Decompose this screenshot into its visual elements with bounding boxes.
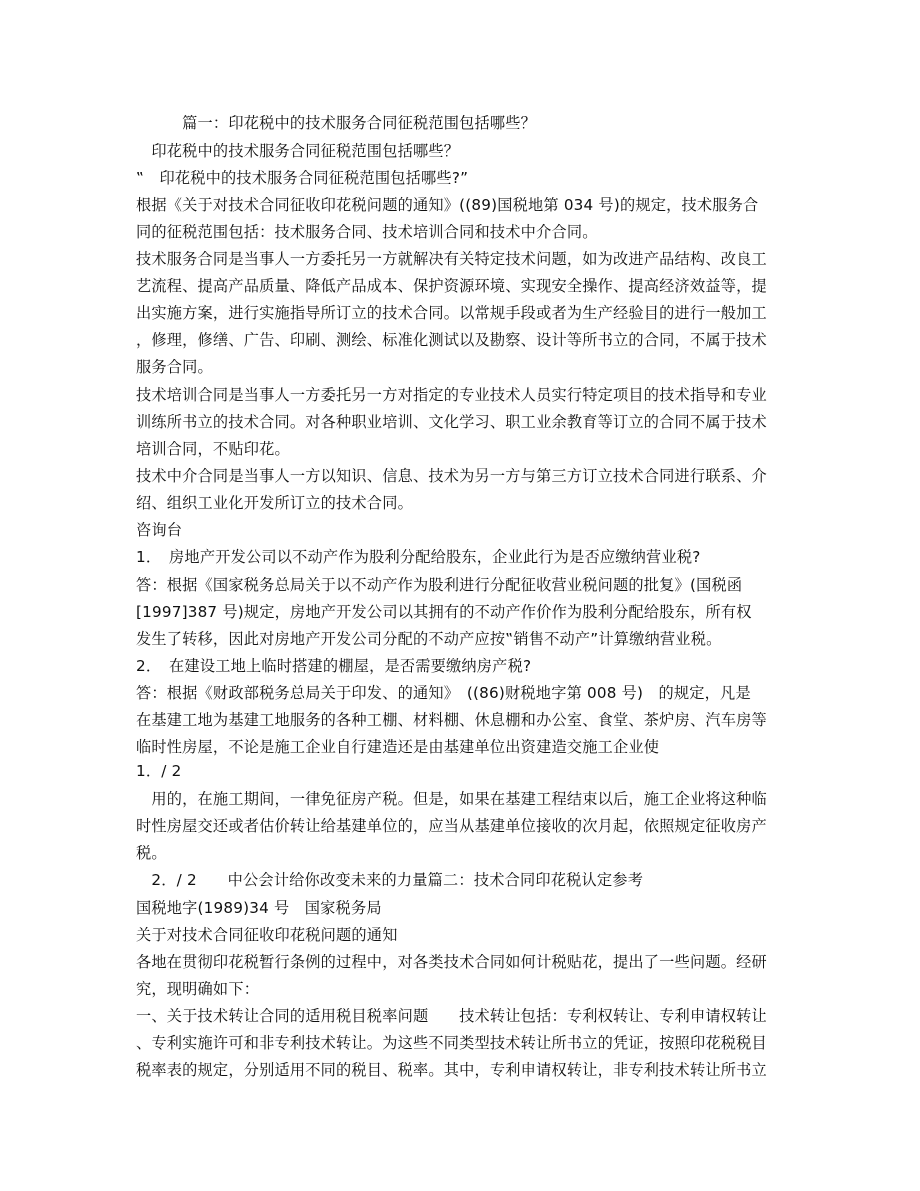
text-line: 究，现明确如下：: [136, 980, 260, 998]
text-line: 同的征税范围包括：技术服务合同、技术培训合同和技术中介合同。: [136, 223, 598, 241]
subheading: 咨询台: [136, 521, 183, 539]
text-line: 出实施方案，进行实施指导所订立的技术合同。以常规手段或者为生产经验目的进行一般加工: [136, 304, 767, 322]
text-line: 绍、组织工业化开发所订立的技术合同。: [136, 494, 413, 512]
text-line: [1997]387 号)规定，房地产开发公司以其拥有的不动产作价作为股利分配给股东，所有权: [136, 603, 752, 621]
text-line: 在基建工地为基建工地服务的各种工棚、材料棚、休息棚和办公室、食堂、茶炉房、汽车房等: [136, 711, 767, 729]
question-item: 1． 房地产开发公司以不动产作为股利分配给股东，企业此行为是否应缴纳营业税?: [136, 548, 701, 566]
section-heading: 篇一：印花税中的技术服务合同征税范围包括哪些？: [136, 114, 537, 132]
text-line: 发生了转移，因此对房地产开发公司分配的不动产应按‟销售不动产”计算缴纳营业税。: [136, 630, 722, 648]
page-number: 1．/ 2: [136, 762, 182, 780]
text-line: 临时性房屋，不论是施工企业自行建造还是由基建单位出资建造交施工企业使: [136, 738, 660, 756]
text-line: 艺流程、提高产品质量、降低产品成本、保护资源环境、实现安全操作、提高经济效益等，提: [136, 277, 767, 295]
text-line: 用的，在施工期间，一律免征房产税。但是，如果在基建工程结束以后，施工企业将这种临: [136, 790, 767, 808]
text-line: 训练所书立的技术合同。对各种职业培训、文化学习、职工业余教育等订立的合同不属于技术: [136, 413, 767, 431]
question-item: 2． 在建设工地上临时搭建的棚屋，是否需要缴纳房产税?: [136, 657, 532, 675]
text-line: 答：根据《国家税务总局关于以不动产作为股利进行分配征收营业税问题的批复》(国税函: [136, 576, 743, 594]
text-line: ‟ 印花税中的技术服务合同征税范围包括哪些?”: [136, 169, 469, 187]
text-line: 时性房屋交还或者估价转让给基建单位的，应当从基建单位接收的次月起，依照规定征收房产: [136, 817, 767, 835]
text-line: 技术服务合同是当事人一方委托另一方就解决有关特定技术问题，如为改进产品结构、改良工: [136, 250, 767, 268]
text-line: 税率表的规定，分别适用不同的税目、税率。其中，专利申请权转让，非专利技术转让所书立: [136, 1061, 767, 1079]
text-line: 培训合同，不贴印花。: [136, 440, 290, 458]
text-line: 根据《关于对技术合同征收印花税问题的通知》((89)国税地第 034 号)的规定，技术服务合: [136, 196, 759, 214]
page-number-heading: 2．/ 2 中公会计给你改变未来的力量篇二：技术合同印花税认定参考: [136, 871, 644, 889]
text-line: 、专利实施许可和非专利技术转让。为这些不同类型技术转让所书立的凭证，按照印花税税目: [136, 1034, 767, 1052]
text-line: 一、关于技术转让合同的适用税目税率问题 技术转让包括：专利权转让、专利申请权转让: [136, 1007, 767, 1025]
text-line: 关于对技术合同征收印花税问题的通知: [136, 926, 398, 944]
text-line: 国税地字(1989)34 号 国家税务局: [136, 899, 382, 917]
text-line: 服务合同。: [136, 358, 213, 376]
text-line: 各地在贯彻印花税暂行条例的过程中，对各类技术合同如何计税贴花，提出了一些问题。经研: [136, 953, 767, 971]
text-line: 印花税中的技术服务合同征税范围包括哪些？: [136, 142, 460, 160]
text-line: 技术培训合同是当事人一方委托另一方对指定的专业技术人员实行特定项目的技术指导和专业: [136, 386, 767, 404]
text-line: 技术中介合同是当事人一方以知识、信息、技术为另一方与第三方订立技术合同进行联系、介: [136, 467, 767, 485]
text-line: ，修理，修缮、广告、印刷、测绘、标准化测试以及勘察、设计等所书立的合同，不属于技术: [136, 331, 767, 349]
text-line: 答：根据《财政部税务总局关于印发、的通知》 ((86)财税地字第 008 号) 的规定，凡是: [136, 684, 751, 702]
text-line: 税。: [136, 844, 167, 862]
